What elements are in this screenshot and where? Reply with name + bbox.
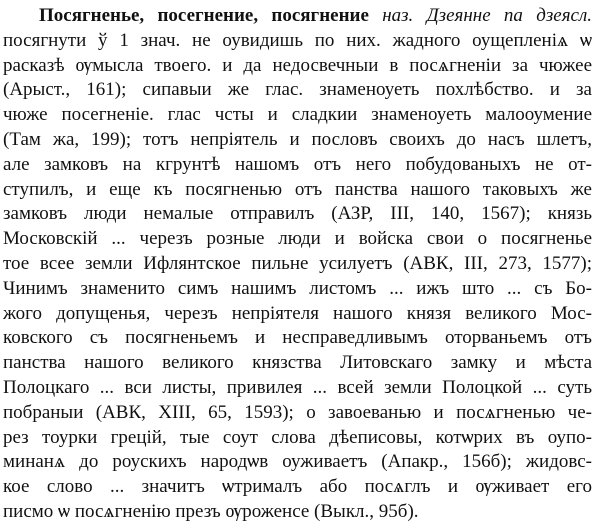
entry-text-line: Московскiй ... черезъ розные люди и войска свои о посягненье <box>3 228 592 250</box>
entry-text-line: панства нашого великого князства Литовскаго замку и мѣста <box>3 352 592 374</box>
entry-text-line: Полоцкаго ... вси листы, привилея ... всей земли Полоцкой ... суть <box>3 376 592 398</box>
entry-first-line <box>3 4 592 29</box>
entry-text-line: побраныи (АВК, XIII, 65, 1593); о завоеванью и посѧгненью че- <box>3 401 592 423</box>
entry-text-line: ступилъ, и еще къ посягненью отъ панства нашого таковыхъ же <box>3 178 592 200</box>
entry-text-line: расказѣ ѹмысла твоего. и да недосвечныи в посѧгненiи за чюжее <box>3 54 592 76</box>
entry-text-line: посягнути ў 1 знач. не оувидишь по них. жадного оущепленiѧ ѡ <box>3 29 592 51</box>
entry-text-line: кое слово ... значитъ ѡтрималъ або посѧглъ и ѹживает его <box>3 476 592 498</box>
entry-text-line: але замковъ на кгрунтѣ нашомъ отъ него побудованыхъ не от- <box>3 153 592 175</box>
entry-text-line: рез тоурки грецiй, тые соут слова дѣеписовы, котѡрих въ оупо- <box>3 426 592 448</box>
entry-text-line: замковъ люди немалые отправилъ (АЗР, III, 140, 1567); князь <box>3 203 592 225</box>
entry-text-line: тое всее земли Ифлянтское пильне усилуетъ (АВК, III, 273, 1577); <box>3 252 592 274</box>
entry-text-line: (Там жа, 199); тотъ непрiятель и пословъ своихъ до насъ шлетъ, <box>3 128 592 150</box>
entry-text-line: ковского съ посягненьемъ и несправедливымъ оторваньемъ отъ <box>3 327 592 349</box>
entry-text-line: писмо ѡ посѧгненiю презъ ѹроженсе (Выкл., 95б). <box>3 500 419 522</box>
headword: Посягненье, посегнение, посягнение <box>39 5 369 26</box>
entry-text-line: жого допущенья, черезъ непрiятеля нашого князя великого Мос- <box>3 302 592 324</box>
entry-text-line: Чинимъ знаменито симъ нашимъ листомъ ... ижъ што ... съ Бо- <box>3 277 592 299</box>
entry-text-line: чюже посегненiе. глас чсты и сладкии знаменоуеть малооумение <box>3 104 592 126</box>
entry-body <box>3 29 592 525</box>
entry-text-line: (Арыст., 161); сипавыи же глас. знаменоуеть похлѣбство. и за <box>3 79 592 101</box>
entry-text-line: минанѧ до роускихъ народѡв оуживаетъ (Апакр., 156б); жидовс- <box>3 451 592 473</box>
part-of-speech-label: наз. Дзеянне па дзеясл. <box>382 5 592 26</box>
